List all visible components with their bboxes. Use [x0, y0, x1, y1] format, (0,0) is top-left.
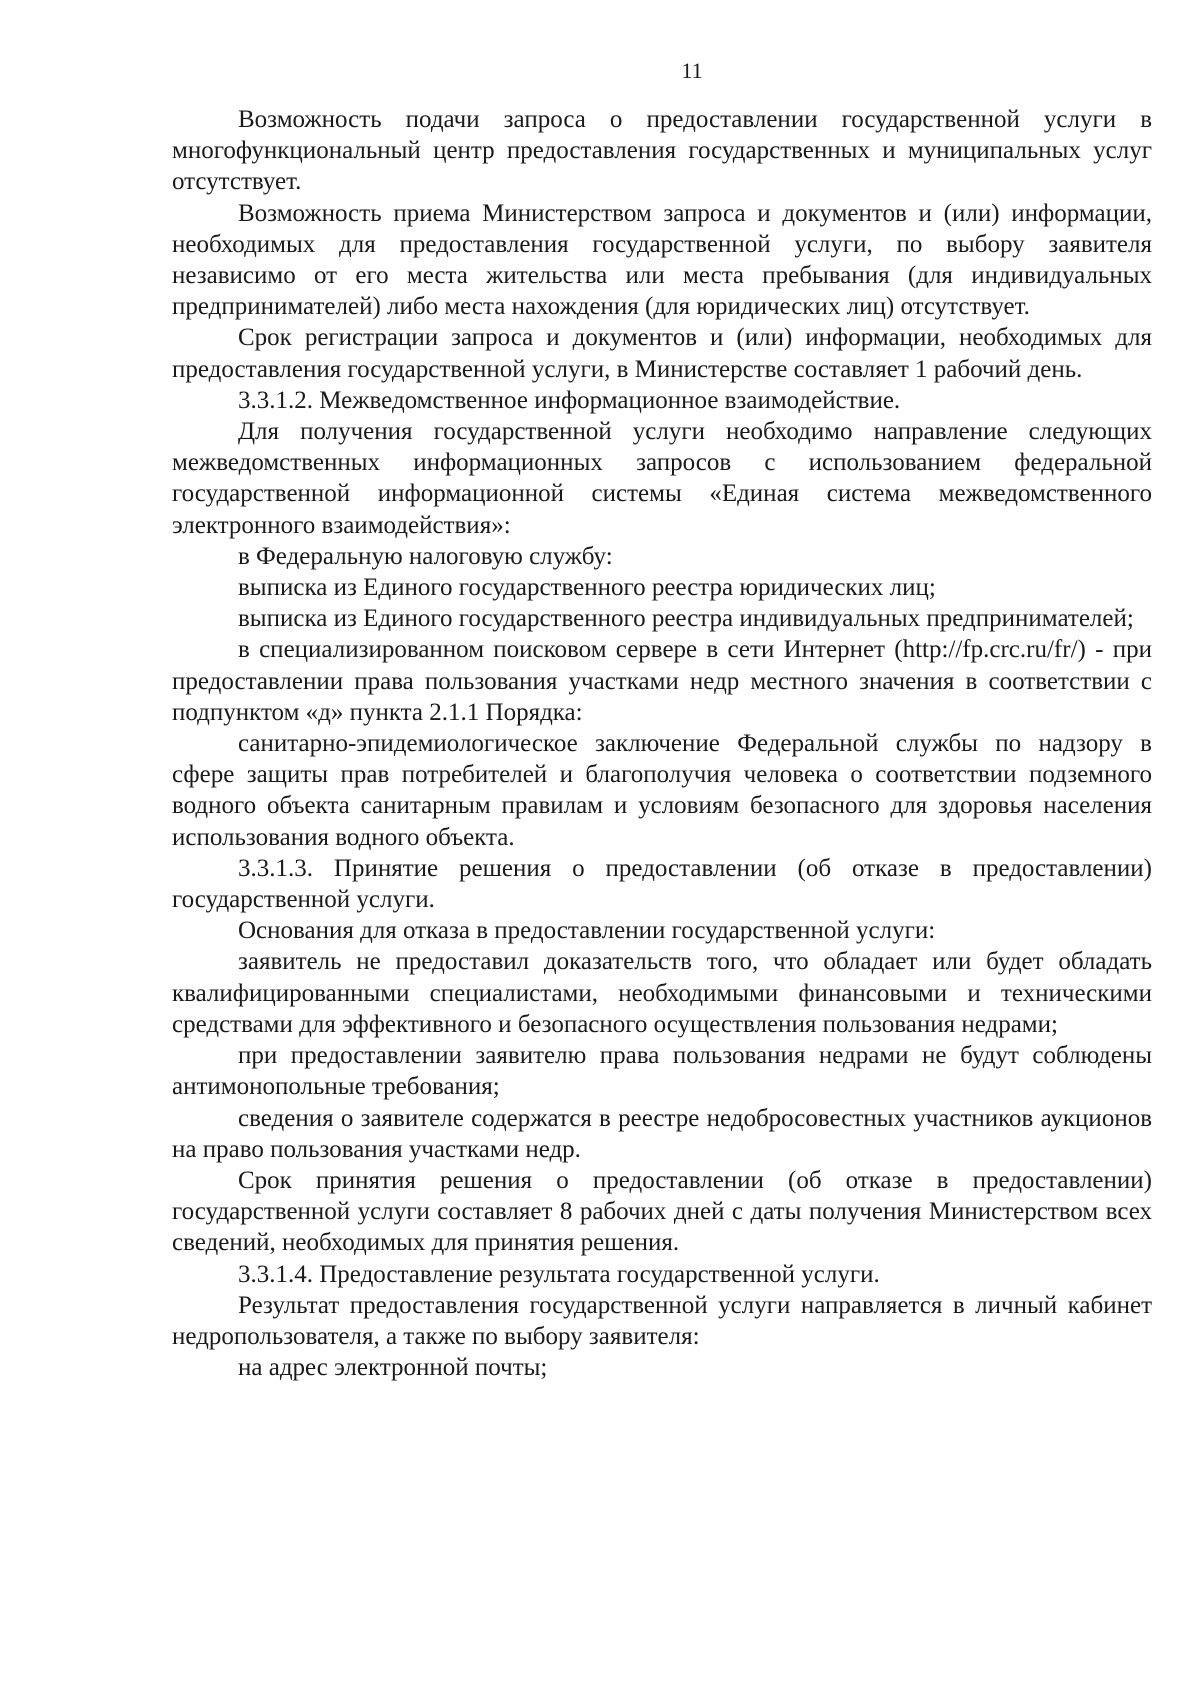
- list-item: в специализированном поисковом сервере в сети Интернет (http://fp.crc.ru/fr/) - при предоставлении права пользования участками недр местного значения в соответствии с подпунктом «д» пункта 2.1.1 Порядка:: [172, 636, 1152, 726]
- section-heading: 3.3.1.2. Межведомственное информационное взаимодействие.: [238, 386, 901, 414]
- paragraph: Для получения государственной услуги необходимо направление следующих межведомственных информационных запросов с использованием федеральной государственной информационной системы «Единая система межведомственного электронного взаимодействия»:: [172, 418, 1152, 539]
- paragraph: Возможность приема Министерством запроса и документов и (или) информации, необходимых для предоставления государственной услуги, по выбору заявителя независимо от его места жительства или места пребывания (для индивидуальных предпринимателей) либо места нахождения (для юридических лиц) отсутствует.: [172, 199, 1152, 321]
- page-number: 11: [681, 58, 703, 83]
- document-body: [172, 104, 1152, 1383]
- section-heading: 3.3.1.4. Предоставление результата государственной услуги.: [238, 1260, 880, 1288]
- list-item: выписка из Единого государственного реестра юридических лиц;: [238, 574, 936, 602]
- section-heading: 3.3.1.3. Принятие решения о предоставлении (об отказе в предоставлении) государственной услуги.: [172, 854, 1152, 914]
- list-item: выписка из Единого государственного реестра индивидуальных предпринимателей;: [238, 605, 1134, 633]
- list-item: заявитель не предоставил доказательств того, что обладает или будет обладать квалифицированными специалистами, необходимыми финансовыми и техническими средствами для эффективного и безопасного осуществления пользования недрами;: [172, 948, 1152, 1038]
- paragraph: Основания для отказа в предоставлении государственной услуги:: [238, 917, 936, 945]
- list-item: сведения о заявителе содержатся в реестре недобросовестных участников аукционов на право пользования участками недр.: [172, 1104, 1152, 1163]
- paragraph: Результат предоставления государственной услуги направляется в личный кабинет недропользователя, а также по выбору заявителя:: [172, 1291, 1152, 1350]
- list-item: в Федеральную налоговую службу:: [238, 542, 613, 570]
- paragraph: Срок принятия решения о предоставлении (об отказе в предоставлении) государственной услуги составляет 8 рабочих дней с даты получения Министерством всех сведений, необходимых для принятия решения.: [172, 1166, 1152, 1257]
- list-item: на адрес электронной почты;: [238, 1354, 548, 1382]
- list-item: санитарно-эпидемиологическое заключение Федеральной службы по надзору в сфере защиты прав потребителей и благополучия человека о соответствии подземного водного объекта санитарным правилам и условиям безопасного для здоровья населения использования водного объекта.: [172, 730, 1152, 851]
- paragraph: Срок регистрации запроса и документов и (или) информации, необходимых для предоставления государственной услуги, в Министерстве составляет 1 рабочий день.: [172, 324, 1152, 383]
- list-item: при предоставлении заявителю права пользования недрами не будут соблюдены антимонопольные требования;: [172, 1042, 1152, 1101]
- paragraph: Возможность подачи запроса о предоставлении государственной услуги в многофункциональный центр предоставления государственных и муниципальных услуг отсутствует.: [172, 106, 1152, 196]
